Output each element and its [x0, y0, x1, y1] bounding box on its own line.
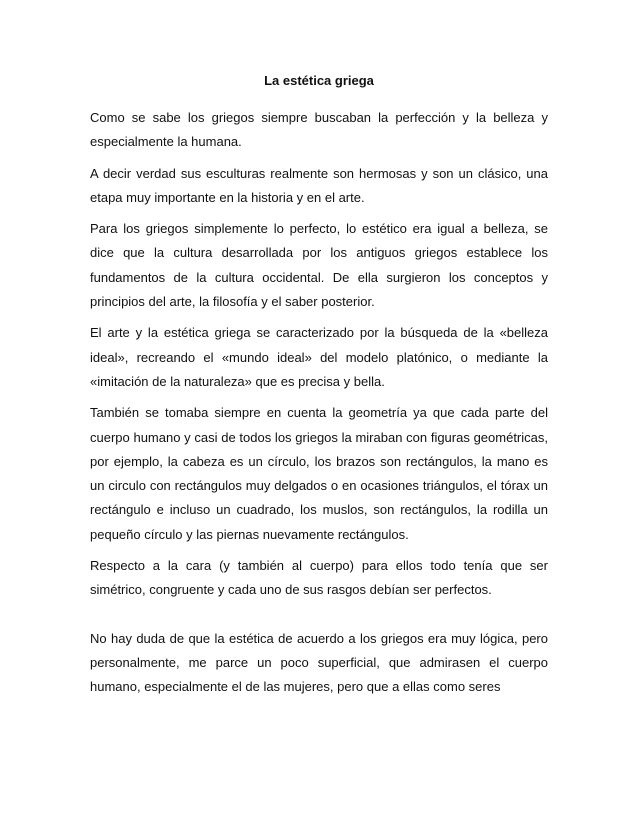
paragraph-3: Para los griegos simplemente lo perfecto, lo estético era igual a belleza, se dice que la cultura desarrollada por los antiguos griegos establece los fundamentos de la cultura occidental. De ella surgieron los conceptos y principios del arte, la filosofía y el saber posterior. [90, 221, 548, 310]
document-title: La estética griega [264, 73, 374, 88]
paragraph-2: A decir verdad sus esculturas realmente son hermosas y son un clásico, una etapa muy importante en la historia y en el arte. [90, 165, 548, 205]
document-page [90, 72, 548, 707]
paragraph-7: No hay duda de que la estética de acuerdo a los griegos era muy lógica, pero personalmente, me parce un poco superficial, que admirasen el cuerpo humano, especialmente el de las mujeres, pero que a ellas como seres [90, 630, 548, 695]
paragraph-5: También se tomaba siempre en cuenta la geometría ya que cada parte del cuerpo humano y casi de todos los griegos la miraban con figuras geométricas, por ejemplo, la cabeza es un círculo, los brazos son rectángulos, la mano es un circulo con rectángulos muy delgados o en ocasiones triángulos, el tórax un rectángulo e incluso un cuadrado, los muslos, son rectángulos, la rodilla un pequeño círculo y las piernas nuevamente rectángulos. [90, 405, 548, 542]
paragraph-4: El arte y la estética griega se caracterizado por la búsqueda de la «belleza ideal», recreando el «mundo ideal» del modelo platónico, o mediante la «imitación de la naturaleza» que es precisa y bella. [90, 325, 548, 389]
paragraph-1: Como se sabe los griegos siempre buscaban la perfección y la belleza y especialmente la humana. [90, 110, 548, 150]
paragraph-6: Respecto a la cara (y también al cuerpo) para ellos todo tenía que ser simétrico, congruente y cada uno de sus rasgos debían ser perfectos. [90, 558, 548, 598]
